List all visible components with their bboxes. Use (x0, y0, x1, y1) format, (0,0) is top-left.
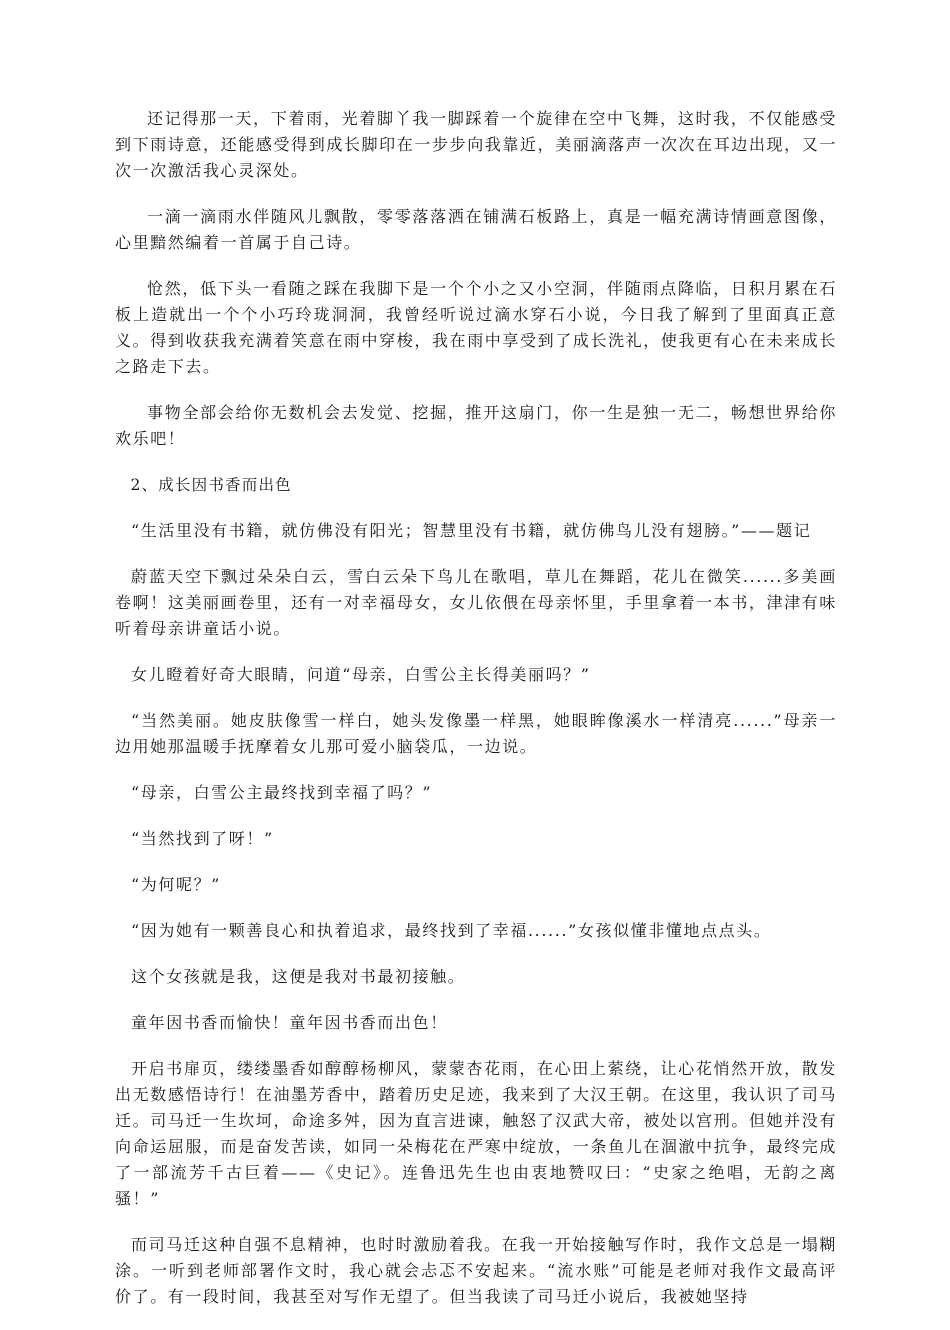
document-page (115, 106, 837, 1330)
paragraph-raindrops: 一滴一滴雨水伴随风儿飘散，零零落落洒在铺满石板路上，真是一幅充满诗情画意图像，心里黯然编着一首属于自己诗。 (115, 207, 837, 252)
paragraph-blue-sky: 蔚蓝天空下飘过朵朵白云，雪白云朵下鸟儿在歌唱，草儿在舞蹈，花儿在微笑......多美画卷啊！这美丽画卷里，还有一对幸福母女，女儿依偎在母亲怀里，手里拿着一本书，津津有味听着母亲讲童话小说。 (115, 567, 837, 638)
paragraph-sima-qian: 开启书扉页，缕缕墨香如醇醇杨柳风，蒙蒙杏花雨，在心田上萦绕，让心花悄然开放，散发出无数感悟诗行！在油墨芳香中，踏着历史足迹，我来到了大汉王朝。在这里，我认识了司马迁。司马迁一生坎坷，命途多舛，因为直言进谏，触怒了汉武大帝，被处以宫刑。但她并没有向命运屈服，而是奋发苦读，如同一朵梅花在严寒中绽放，一条鱼儿在涸澈中抗争，最终完成了一部流芳千古巨着——《史记》。连鲁迅先生也由衷地赞叹曰：“史家之绝唱，无韵之离骚！” (115, 1059, 837, 1208)
paragraph-open-door: 事物全部会给你无数机会去发觉、挖掘，推开这扇门，你一生是独一无二，畅想世界给你欢乐吧！ (115, 403, 837, 448)
paragraph-because: “因为她有一颗善良心和执着追求，最终找到了幸福......”女孩似懂非懂地点点头。 (131, 921, 772, 940)
paragraph-mother-answer: “当然美丽。她皮肤像雪一样白，她头发像墨一样黑，她眼眸像溪水一样清亮......”母亲一边用她那温暖手抚摩着女儿那可爱小脑袋瓜，一边说。 (115, 711, 837, 756)
paragraph-why: “为何呢？” (131, 875, 221, 894)
section-heading: 2、成长因书香而出色 (130, 476, 292, 494)
paragraph-happiness-question: “母亲，白雪公主最终找到幸福了吗？” (131, 783, 433, 802)
paragraph-daughter-question: 女儿瞪着好奇大眼睛，问道“母亲，白雪公主长得美丽吗？” (131, 665, 591, 684)
paragraph-inspiration: 而司马迁这种自强不息精神，也时时激励着我。在我一开始接触写作时，我作文总是一塌糊涂。一听到老师部署作文时，我心就会忐忑不安起来。“流水账”可能是老师对我作文最高评价了。有一段时间，我甚至对写作无望了。但当我读了司马迁小说后，我被她坚持 (115, 1235, 837, 1306)
paragraph-childhood: 童年因书香而愉快！童年因书香而出色！ (131, 1013, 448, 1032)
paragraph-rain-memory: 还记得那一天，下着雨，光着脚丫我一脚踩着一个旋律在空中飞舞，这时我，不仅能感受到下雨诗意，还能感受得到成长脚印在一步步向我靠近，美丽滴落声一次次在耳边出现，又一次一次激活我心灵深处。 (115, 109, 837, 180)
paragraph-stone-holes: 怆然，低下头一看随之踩在我脚下是一个个小之又小空洞，伴随雨点降临，日积月累在石板上造就出一个个小巧玲珑洞洞，我曾经听说过滴水穿石小说，今日我了解到了里面真正意义。得到收获我充满着笑意在雨中穿梭，我在雨中享受到了成长洗礼，使我更有心在未来成长之路走下去。 (115, 279, 837, 376)
paragraph-found-answer: “当然找到了呀！” (131, 829, 274, 848)
paragraph-this-girl: 这个女孩就是我，这便是我对书最初接触。 (131, 967, 466, 986)
paragraph-epigraph: “生活里没有书籍，就仿佛没有阳光；智慧里没有书籍，就仿佛鸟儿没有翅膀。”——题记 (131, 521, 812, 540)
